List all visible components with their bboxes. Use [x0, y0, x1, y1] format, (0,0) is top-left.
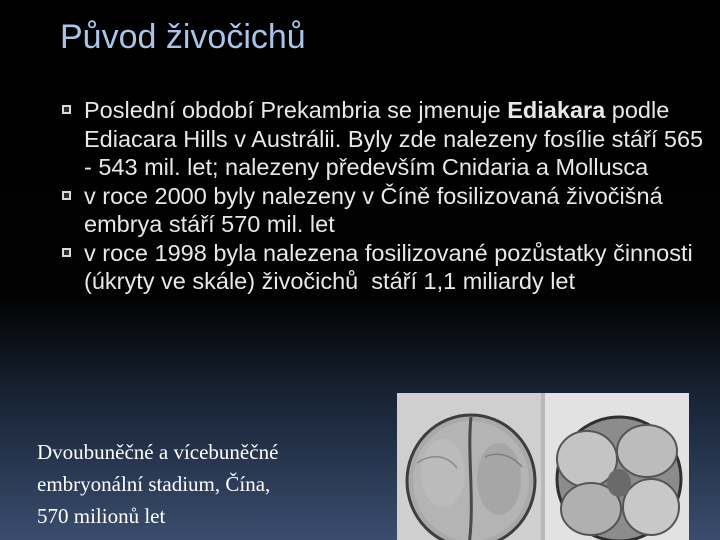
- fossil-embryo-photos: [397, 393, 689, 540]
- bullet-text: v roce 1998 byla nalezena fosilizované pozůstatky činnosti (úkryty ve skále) živočichů stáří 1,1 miliardy let: [84, 239, 700, 294]
- bullet-text-post: podle Ediacara Hills v Austrálii. Byly zde nalezeny fosílie stáří 565 - 543 mil. let; nalezeny především Cnidaria a Mollusca: [84, 97, 704, 180]
- square-bullet-icon: [62, 248, 71, 257]
- two-cell-embryo-photo: [397, 393, 541, 540]
- bullet-item-ukryty: [60, 239, 710, 296]
- square-bullet-icon: [62, 191, 71, 200]
- bullet-text: v roce 2000 byly nalezeny v Číně fosilizovaná živočišná embrya stáří 570 mil. let: [84, 182, 663, 237]
- image-caption: [37, 436, 367, 532]
- bullet-list: [60, 96, 710, 296]
- multi-cell-embryo-photo: [545, 393, 689, 540]
- bullet-item-ediakara: [60, 96, 710, 182]
- caption-line-2: embryonální stadium, Čína,: [37, 472, 271, 496]
- caption-line-3: 570 milionů let: [37, 504, 166, 528]
- bullet-item-embrya: [60, 182, 710, 239]
- bullet-text-pre: Poslední období Prekambria se jmenuje: [84, 97, 508, 123]
- slide-title: Původ živočichů: [60, 18, 306, 56]
- bullet-text-bold: Ediakara: [507, 97, 606, 123]
- square-bullet-icon: [62, 105, 71, 114]
- caption-line-1: Dvoubuněčné a vícebuněčné: [37, 440, 279, 464]
